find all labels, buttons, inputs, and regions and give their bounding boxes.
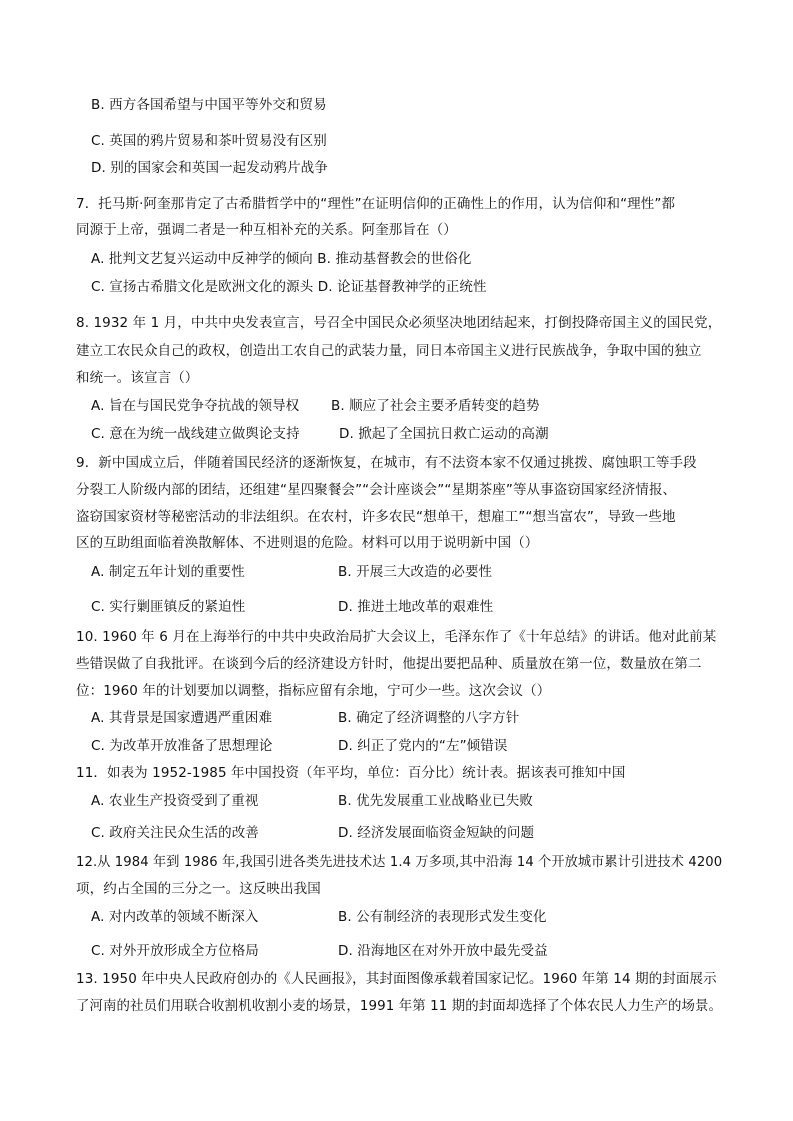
q10-option-b: B. 确定了经济调整的八字方针 — [338, 710, 520, 726]
q9-option-d: D. 推进土地改革的艰难性 — [338, 599, 494, 615]
q8-option-c: C. 意在为统一战线建立做舆论支持 — [91, 426, 300, 442]
q9-stem-line4: 区的互助组面临着涣散解体、不进则退的危险。材料可以用于说明新中国（） — [76, 535, 539, 551]
q8-stem-line2: 建立工农民众自己的政权，创造出工农自己的武装力量，同日本帝国主义进行民族战争，争取中国的独立 — [76, 343, 702, 359]
q10-option-c: C. 为改革开放准备了思想理论 — [91, 738, 273, 754]
prev-option-b: B. 西方各国希望与中国平等外交和贸易 — [91, 97, 327, 113]
q8-option-a: A. 旨在与国民党争夺抗战的领导权 — [91, 398, 300, 414]
q11-option-d: D. 经济发展面临资金短缺的问题 — [338, 825, 535, 841]
q13-stem-line1: 13. 1950 年中央人民政府创办的《人民画报》，其封面图像承载着国家记忆。1960 年第 14 期的封面展示 — [76, 971, 717, 987]
q9-stem-line3: 盗窃国家资材等秘密活动的非法组织。在农村，许多农民“想单干，想雇工”“想当富农”，导致一些地 — [76, 509, 676, 525]
q7-options-row1: A. 批判文艺复兴运动中反神学的倾向 B. 推动基督教会的世俗化 — [91, 251, 472, 267]
q7-stem-line2: 同源于上帝，强调二者是一种互相补充的关系。阿奎那旨在（） — [76, 222, 457, 238]
q8-option-d: D. 掀起了全国抗日救亡运动的高潮 — [339, 426, 549, 442]
q9-stem-line2: 分裂工人阶级内部的团结，还组建“星四聚餐会”“会计座谈会”“星期茶座”等从事盗窃国家经济情报、 — [76, 482, 677, 498]
q11-stem-line1: 11．如表为 1952-1985 年中国投资（年平均，单位：百分比）统计表。据该表可推知中国 — [76, 765, 626, 781]
prev-option-d: D. 别的国家会和英国一起发动鸦片战争 — [91, 160, 328, 176]
q11-option-c: C. 政府关注民众生活的改善 — [91, 825, 259, 841]
q9-stem-line1: 9．新中国成立后，伴随着国民经济的逐渐恢复，在城市，有不法资本家不仅通过挑拨、腐蚀职工等手段 — [76, 455, 697, 471]
q10-stem-line3: 位：1960 年的计划要加以调整，指标应留有余地，宁可少一些。这次会议（） — [76, 683, 551, 699]
prev-option-c: C. 英国的鸦片贸易和茶叶贸易没有区别 — [91, 133, 327, 149]
q13-stem-line2: 了河南的社员们用联合收割机收割小麦的场景，1991 年第 11 期的封面却选择了个体农民人力生产的场景。 — [76, 998, 723, 1014]
q8-stem-line3: 和统一。该宣言（） — [76, 370, 199, 386]
q9-option-a: A. 制定五年计划的重要性 — [91, 564, 245, 580]
q10-stem-line1: 10. 1960 年 6 月在上海举行的中共中央政治局扩大会议上，毛泽东作了《十年总结》的讲话。他对此前某 — [76, 629, 717, 645]
q7-stem-line1: 7．托马斯·阿奎那肯定了古希腊哲学中的“理性”在证明信仰的正确性上的作用，认为信仰和“理性”都 — [76, 196, 676, 212]
q12-option-a: A. 对内改革的领域不断深入 — [91, 909, 259, 925]
q8-stem-line1: 8. 1932 年 1 月，中共中央发表宣言，号召全中国民众必须坚决地团结起来，打倒投降帝国主义的国民党， — [76, 315, 722, 331]
q12-option-b: B. 公有制经济的表现形式发生变化 — [338, 909, 547, 925]
q11-option-b: B. 优先发展重工业战略业已失败 — [338, 793, 533, 809]
q8-option-b: B. 顺应了社会主要矛盾转变的趋势 — [331, 398, 540, 414]
q9-option-b: B. 开展三大改造的必要性 — [338, 564, 493, 580]
q12-option-d: D. 沿海地区在对外开放中最先受益 — [338, 943, 548, 959]
q12-stem-line1: 12.从 1984 年到 1986 年,我国引进各类先进技术达 1.4 万多项,其中沿海 14 个开放城市累计引进技术 4200 — [76, 854, 723, 870]
q11-option-a: A. 农业生产投资受到了重视 — [91, 793, 259, 809]
q7-options-row2: C. 宣扬古希腊文化是欧洲文化的源头 D. 论证基督教神学的正统性 — [91, 279, 487, 295]
q12-option-c: C. 对外开放形成全方位格局 — [91, 943, 259, 959]
q12-stem-line2: 项，约占全国的三分之一。这反映出我国 — [76, 881, 321, 897]
q9-option-c: C. 实行剿匪镇反的紧迫性 — [91, 599, 246, 615]
q10-option-a: A. 其背景是国家遭遇严重困难 — [91, 710, 273, 726]
q10-option-d: D. 纠正了党内的“左”倾错误 — [338, 738, 508, 754]
q10-stem-line2: 些错误做了自我批评。在谈到今后的经济建设方针时，他提出要把品种、质量放在第一位，数量放在第二 — [76, 656, 702, 672]
